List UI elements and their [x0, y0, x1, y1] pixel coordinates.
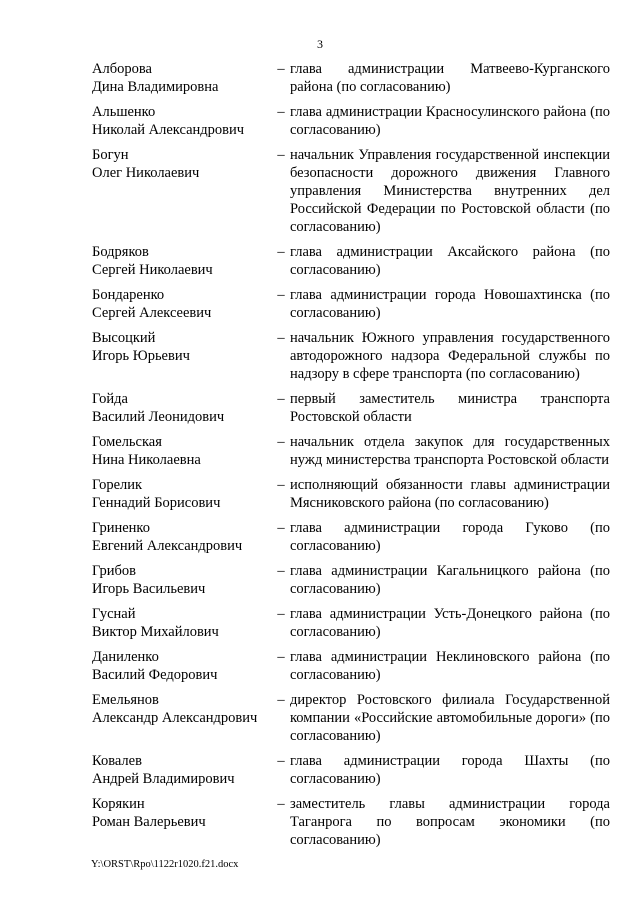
member-name — [92, 562, 274, 598]
member-name — [92, 286, 274, 322]
member-surname: Алборова — [92, 61, 152, 77]
member-surname: Грибов — [92, 563, 136, 579]
dash-separator: – — [277, 287, 285, 303]
member-position: глава администрации Усть-Донецкого района (по согласованию) — [290, 606, 610, 640]
member-position: заместитель главы администрации города Таганрога по вопросам экономики (по согласованию) — [290, 796, 610, 848]
dash-separator: – — [277, 753, 285, 769]
member-position: начальник Южного управления государственного автодорожного надзора Федеральной службы по надзору в сфере транспорта (по согласованию) — [290, 330, 610, 382]
dash-separator: – — [277, 391, 285, 407]
member-name — [92, 752, 274, 788]
member-name — [92, 60, 274, 96]
member-given-names: Александр Александрович — [92, 710, 258, 726]
member-name — [92, 476, 274, 512]
member-given-names: Андрей Владимирович — [92, 771, 235, 787]
member-given-names: Василий Леонидович — [92, 409, 225, 425]
page-number: 3 — [317, 37, 323, 51]
dash-separator: – — [277, 796, 285, 812]
member-name — [92, 146, 274, 236]
member-given-names: Сергей Николаевич — [92, 262, 213, 278]
member-position: первый заместитель министра транспорта Ростовской области — [290, 391, 610, 425]
member-name — [92, 605, 274, 641]
member-given-names: Игорь Васильевич — [92, 581, 206, 597]
member-name — [92, 390, 274, 426]
file-path-footer: Y:\ORST\Rpo\1122r1020.f21.docx — [91, 859, 239, 870]
member-entry — [92, 795, 610, 849]
member-entry — [92, 433, 610, 469]
member-surname: Высоцкий — [92, 330, 156, 346]
member-given-names: Роман Валерьевич — [92, 814, 206, 830]
dash-separator: – — [277, 649, 285, 665]
member-position: глава администрации города Шахты (по согласованию) — [290, 753, 610, 787]
member-surname: Горелик — [92, 477, 143, 493]
dash-separator: – — [277, 244, 285, 260]
member-surname: Даниленко — [92, 649, 159, 665]
member-entry — [92, 60, 610, 96]
dash-separator: – — [277, 477, 285, 493]
member-surname: Гойда — [92, 391, 128, 407]
member-surname: Бондаренко — [92, 287, 165, 303]
member-given-names: Олег Николаевич — [92, 165, 200, 181]
member-name — [92, 329, 274, 383]
member-entry — [92, 476, 610, 512]
member-position: глава администрации города Гуково (по согласованию) — [290, 520, 610, 554]
dash-separator: – — [277, 434, 285, 450]
member-surname: Емельянов — [92, 692, 159, 708]
member-entry — [92, 519, 610, 555]
dash-separator: – — [277, 563, 285, 579]
member-entry — [92, 605, 610, 641]
member-position: директор Ростовского филиала Государственной компании «Российские автомобильные дороги» (по согласованию) — [290, 692, 610, 744]
member-surname: Альшенко — [92, 104, 156, 120]
member-entry — [92, 243, 610, 279]
dash-separator: – — [277, 606, 285, 622]
dash-separator: – — [277, 147, 285, 163]
member-given-names: Дина Владимировна — [92, 79, 219, 95]
member-position: глава администрации Красносулинского района (по согласованию) — [290, 104, 610, 138]
member-entry — [92, 648, 610, 684]
member-given-names: Сергей Алексеевич — [92, 305, 212, 321]
member-position: глава администрации Неклиновского района (по согласованию) — [290, 649, 610, 683]
member-position: глава администрации города Новошахтинска (по согласованию) — [290, 287, 610, 321]
member-surname: Гриненко — [92, 520, 150, 536]
member-name — [92, 243, 274, 279]
member-given-names: Виктор Михайлович — [92, 624, 219, 640]
dash-separator: – — [277, 520, 285, 536]
dash-separator: – — [277, 692, 285, 708]
member-entry — [92, 286, 610, 322]
member-name — [92, 691, 274, 745]
dash-separator: – — [277, 61, 285, 77]
member-position: глава администрации Аксайского района (по согласованию) — [290, 244, 610, 278]
member-surname: Бодряков — [92, 244, 149, 260]
member-surname: Гомельская — [92, 434, 162, 450]
commission-members-list — [92, 60, 610, 856]
member-surname: Гуснай — [92, 606, 136, 622]
member-given-names: Николай Александрович — [92, 122, 245, 138]
member-position: глава администрации Матвеево-Курганского района (по согласованию) — [290, 61, 610, 95]
member-given-names: Геннадий Борисович — [92, 495, 221, 511]
member-given-names: Нина Николаевна — [92, 452, 201, 468]
member-name — [92, 433, 274, 469]
member-entry — [92, 146, 610, 236]
member-surname: Ковалев — [92, 753, 142, 769]
member-name — [92, 103, 274, 139]
member-given-names: Игорь Юрьевич — [92, 348, 190, 364]
member-position: начальник отдела закупок для государственных нужд министерства транспорта Ростовской области — [290, 434, 610, 468]
member-position: исполняющий обязанности главы администрации Мясниковского района (по согласованию) — [290, 477, 610, 511]
member-entry — [92, 752, 610, 788]
member-position: начальник Управления государственной инспекции безопасности дорожного движения Главного управления Министерства внутренних дел Российской Федерации по Ростовской области (по согласованию) — [290, 147, 610, 235]
member-entry — [92, 103, 610, 139]
member-name — [92, 648, 274, 684]
member-entry — [92, 562, 610, 598]
dash-separator: – — [277, 104, 285, 120]
member-entry — [92, 329, 610, 383]
member-name — [92, 795, 274, 849]
member-position: глава администрации Кагальницкого района (по согласованию) — [290, 563, 610, 597]
member-surname: Корякин — [92, 796, 145, 812]
member-entry — [92, 691, 610, 745]
member-entry — [92, 390, 610, 426]
member-name — [92, 519, 274, 555]
member-given-names: Василий Федорович — [92, 667, 218, 683]
member-surname: Богун — [92, 147, 129, 163]
member-given-names: Евгений Александрович — [92, 538, 243, 554]
dash-separator: – — [277, 330, 285, 346]
